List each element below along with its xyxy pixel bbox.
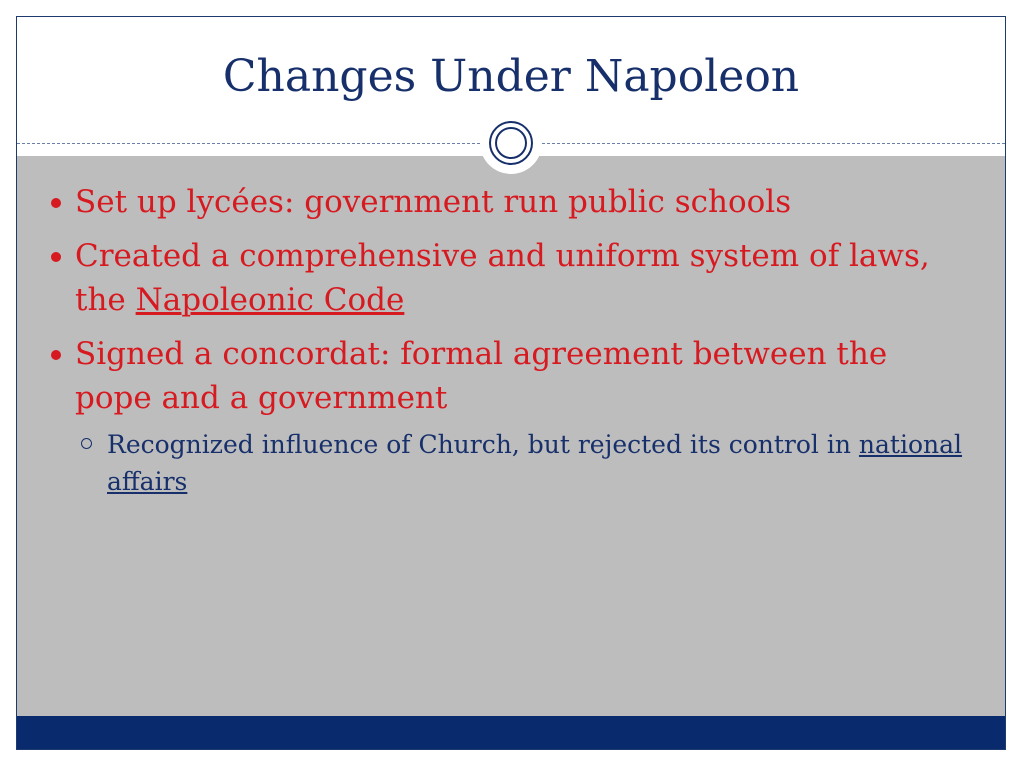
hollow-circle-icon xyxy=(81,438,92,449)
national-affairs-link[interactable]: national affairs xyxy=(107,430,963,496)
bullet-item-lycees xyxy=(47,180,967,224)
sub-bullet-text: Recognized influence of Church, but rejected its control in xyxy=(107,430,859,459)
bullet-dot-icon xyxy=(51,350,61,360)
bullet-dot-icon xyxy=(51,252,61,262)
slide-title: Changes Under Napoleon xyxy=(222,51,800,102)
bullet-list xyxy=(47,180,967,500)
inner-ring xyxy=(495,127,527,159)
slide xyxy=(16,16,1006,750)
bullet-text: Set up lycées: government run public schools xyxy=(75,184,792,220)
sub-bullet-item-church xyxy=(47,426,967,500)
bottom-margin xyxy=(0,752,1024,768)
footer-bar xyxy=(17,716,1005,750)
bullet-dot-icon xyxy=(51,198,61,208)
bullet-item-concordat xyxy=(47,332,967,420)
bullet-text: Created a comprehensive and uniform system of laws, the xyxy=(75,238,930,318)
double-circle-icon xyxy=(480,112,542,174)
bullet-item-napoleonic-code xyxy=(47,234,967,322)
outer-ring xyxy=(489,121,533,165)
bullet-text: Signed a concordat: formal agreement between the pope and a government xyxy=(75,336,888,416)
napoleonic-code-link[interactable]: Napoleonic Code xyxy=(135,282,405,318)
